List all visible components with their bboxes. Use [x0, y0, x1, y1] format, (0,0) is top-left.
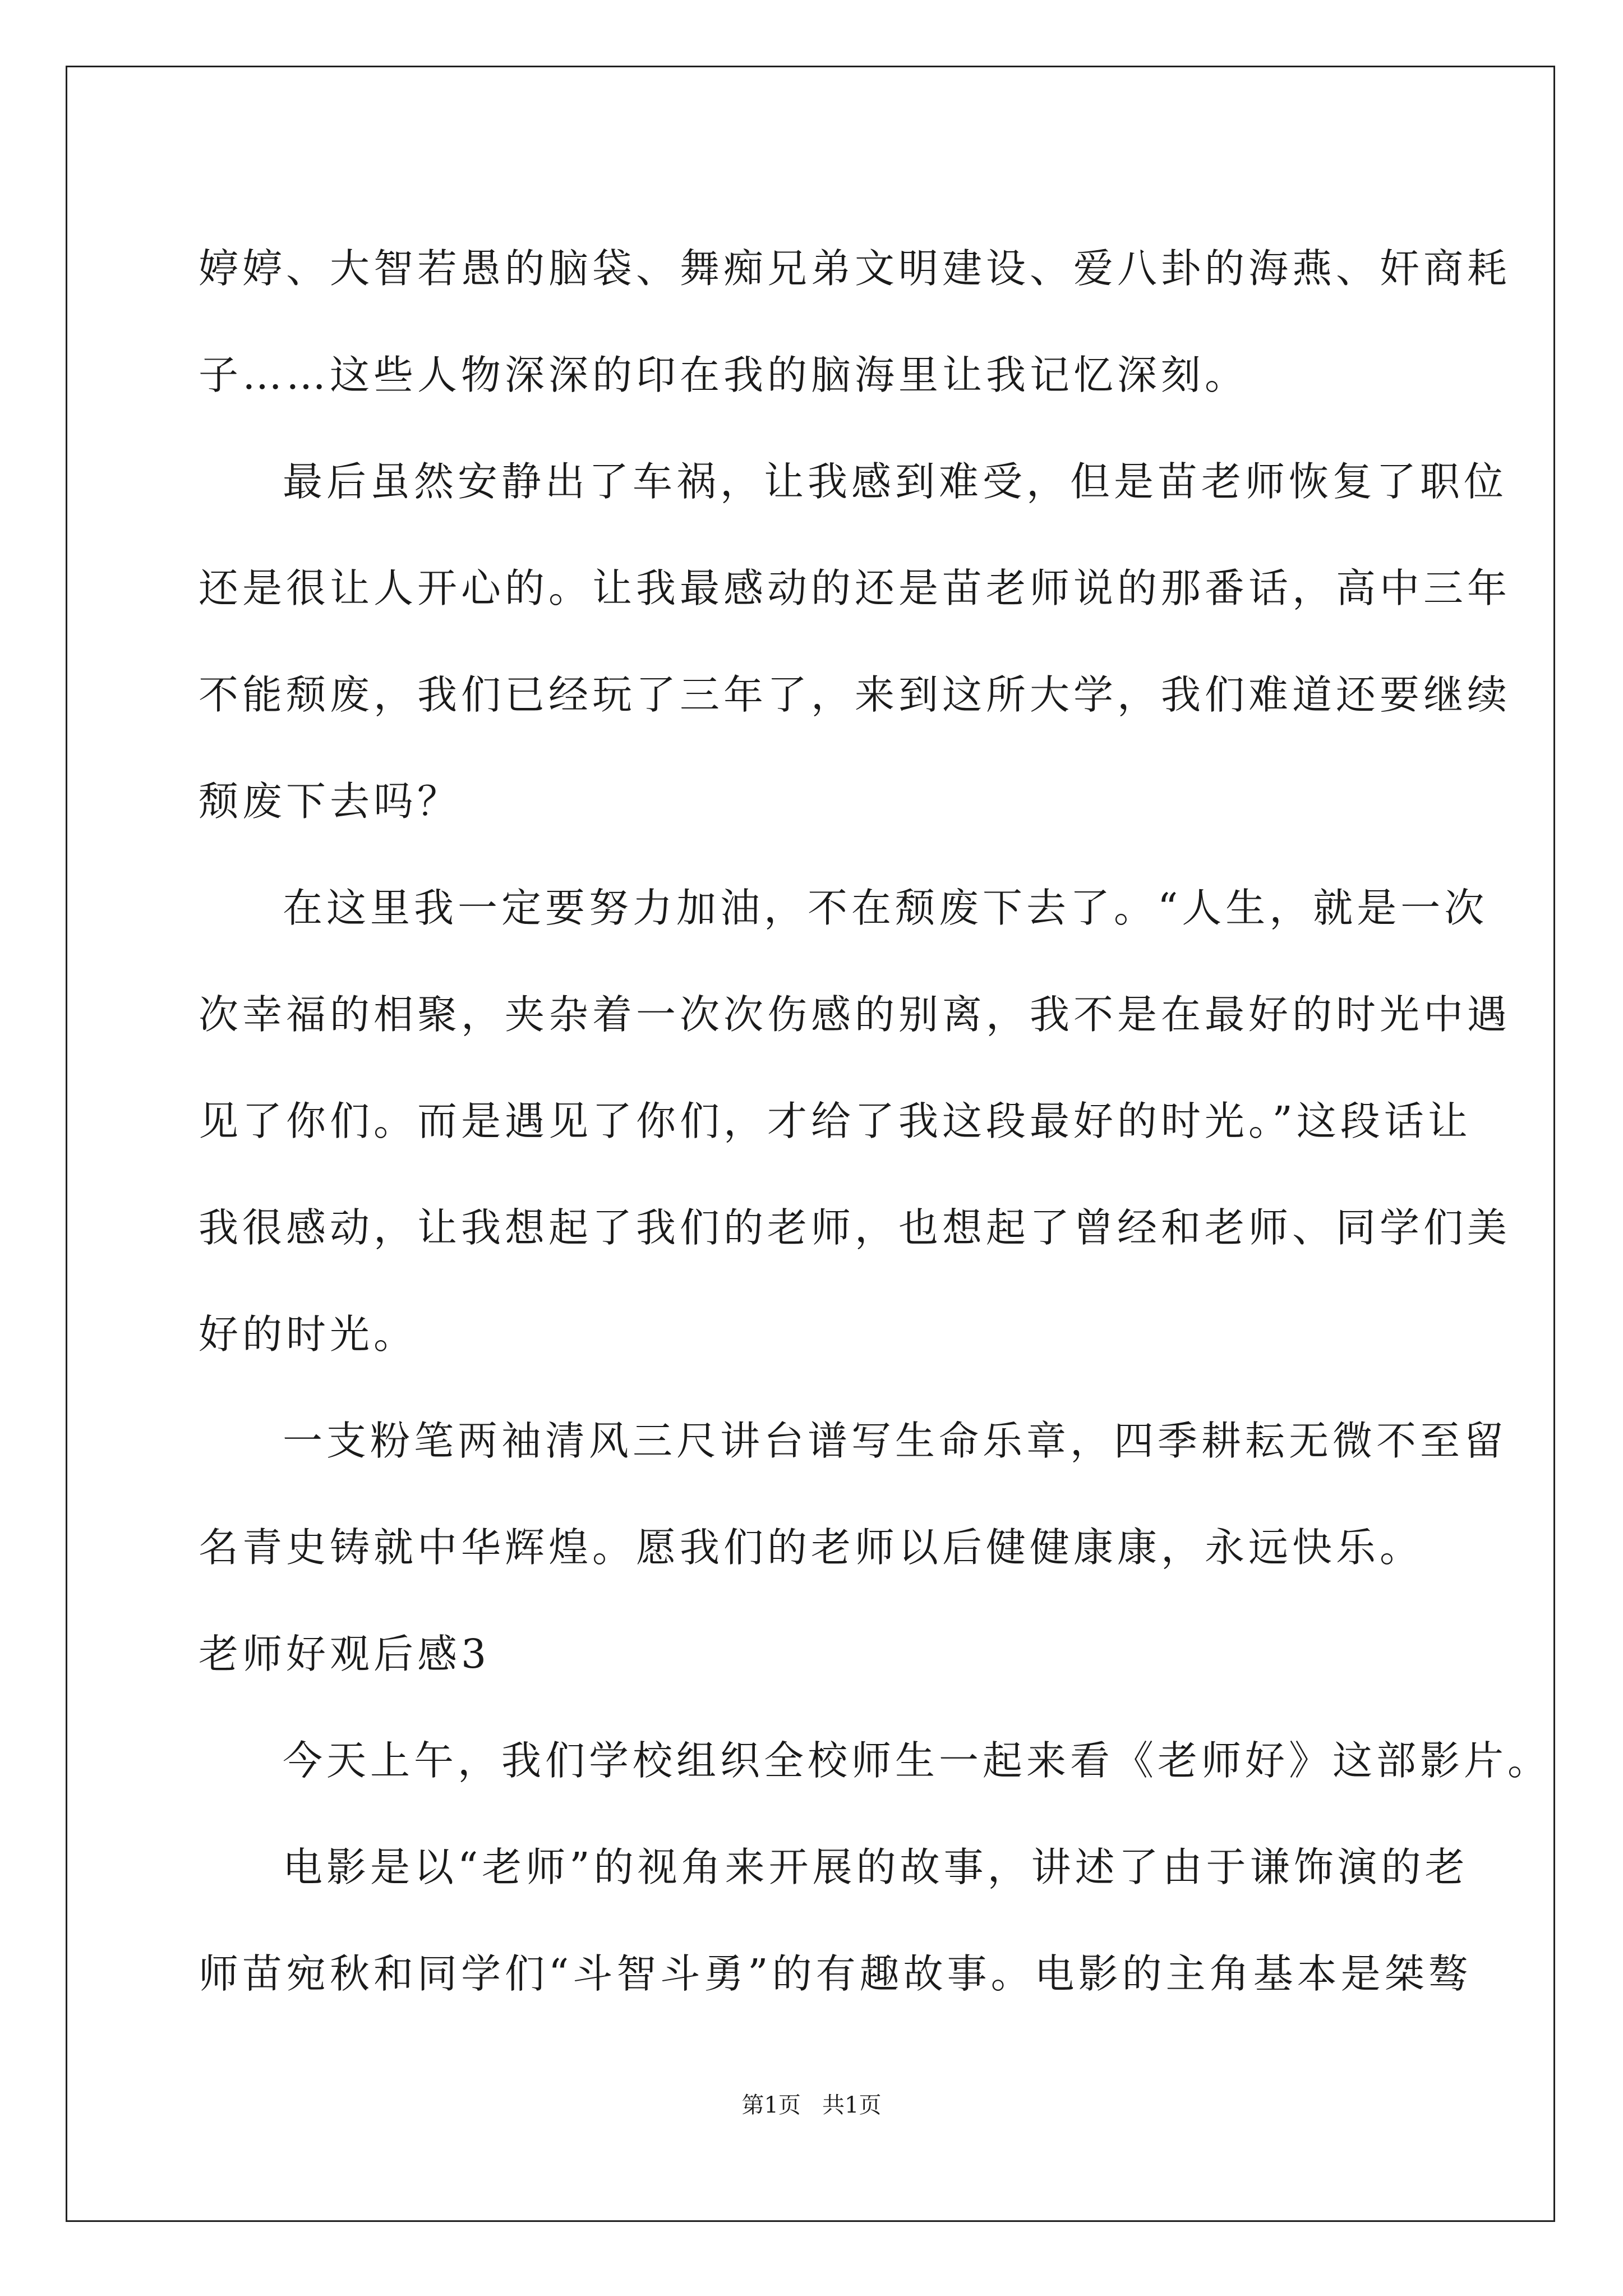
text-line: 还是很让人开心的。让我最感动的还是苗老师说的那番话，高中三年 [199, 565, 1511, 611]
text-line: 次幸福的相聚，夹杂着一次次伤感的别离，我不是在最好的时光中遇 [199, 991, 1511, 1038]
section-heading: 老师好观后感3 [199, 1631, 491, 1677]
paragraph-start-line: 今天上午，我们学校组织全校师生一起来看《老师好》这部影片。 [283, 1737, 1552, 1784]
text-line: 子……这些人物深深的印在我的脑海里让我记忆深刻。 [199, 352, 1249, 398]
text-line: 名青史铸就中华辉煌。愿我们的老师以后健健康康，永远快乐。 [199, 1524, 1424, 1571]
text-line: 不能颓废，我们已经玩了三年了，来到这所大学，我们难道还要继续 [199, 671, 1511, 718]
text-line: 见了你们。而是遇见了你们，才给了我这段最好的时光。”这段话让 [199, 1098, 1472, 1144]
page-number-footer: 第1页 共1页 [741, 2092, 882, 2118]
text-line: 颓废下去吗？ [199, 778, 462, 825]
text-line: 好的时光。 [199, 1311, 418, 1358]
paragraph-start-line: 电影是以“老师”的视角来开展的故事，讲述了由于谦饰演的老 [283, 1844, 1469, 1890]
paragraph-start-line: 一支粉笔两袖清风三尺讲台谱写生命乐章，四季耕耘无微不至留 [283, 1418, 1508, 1464]
text-line: 我很感动，让我想起了我们的老师，也想起了曾经和老师、同学们美 [199, 1204, 1511, 1251]
paragraph-start-line: 在这里我一定要努力加油，不在颓废下去了。“人生，就是一次 [283, 885, 1488, 931]
text-line: 师苗宛秋和同学们“斗智斗勇”的有趣故事。电影的主角基本是桀骜 [199, 1950, 1472, 1997]
paragraph-start-line: 最后虽然安静出了车祸，让我感到难受，但是苗老师恢复了职位 [283, 458, 1508, 505]
document-body [199, 215, 1552, 2027]
text-line: 婷婷、大智若愚的脑袋、舞痴兄弟文明建设、爱八卦的海燕、奸商耗 [199, 245, 1511, 292]
